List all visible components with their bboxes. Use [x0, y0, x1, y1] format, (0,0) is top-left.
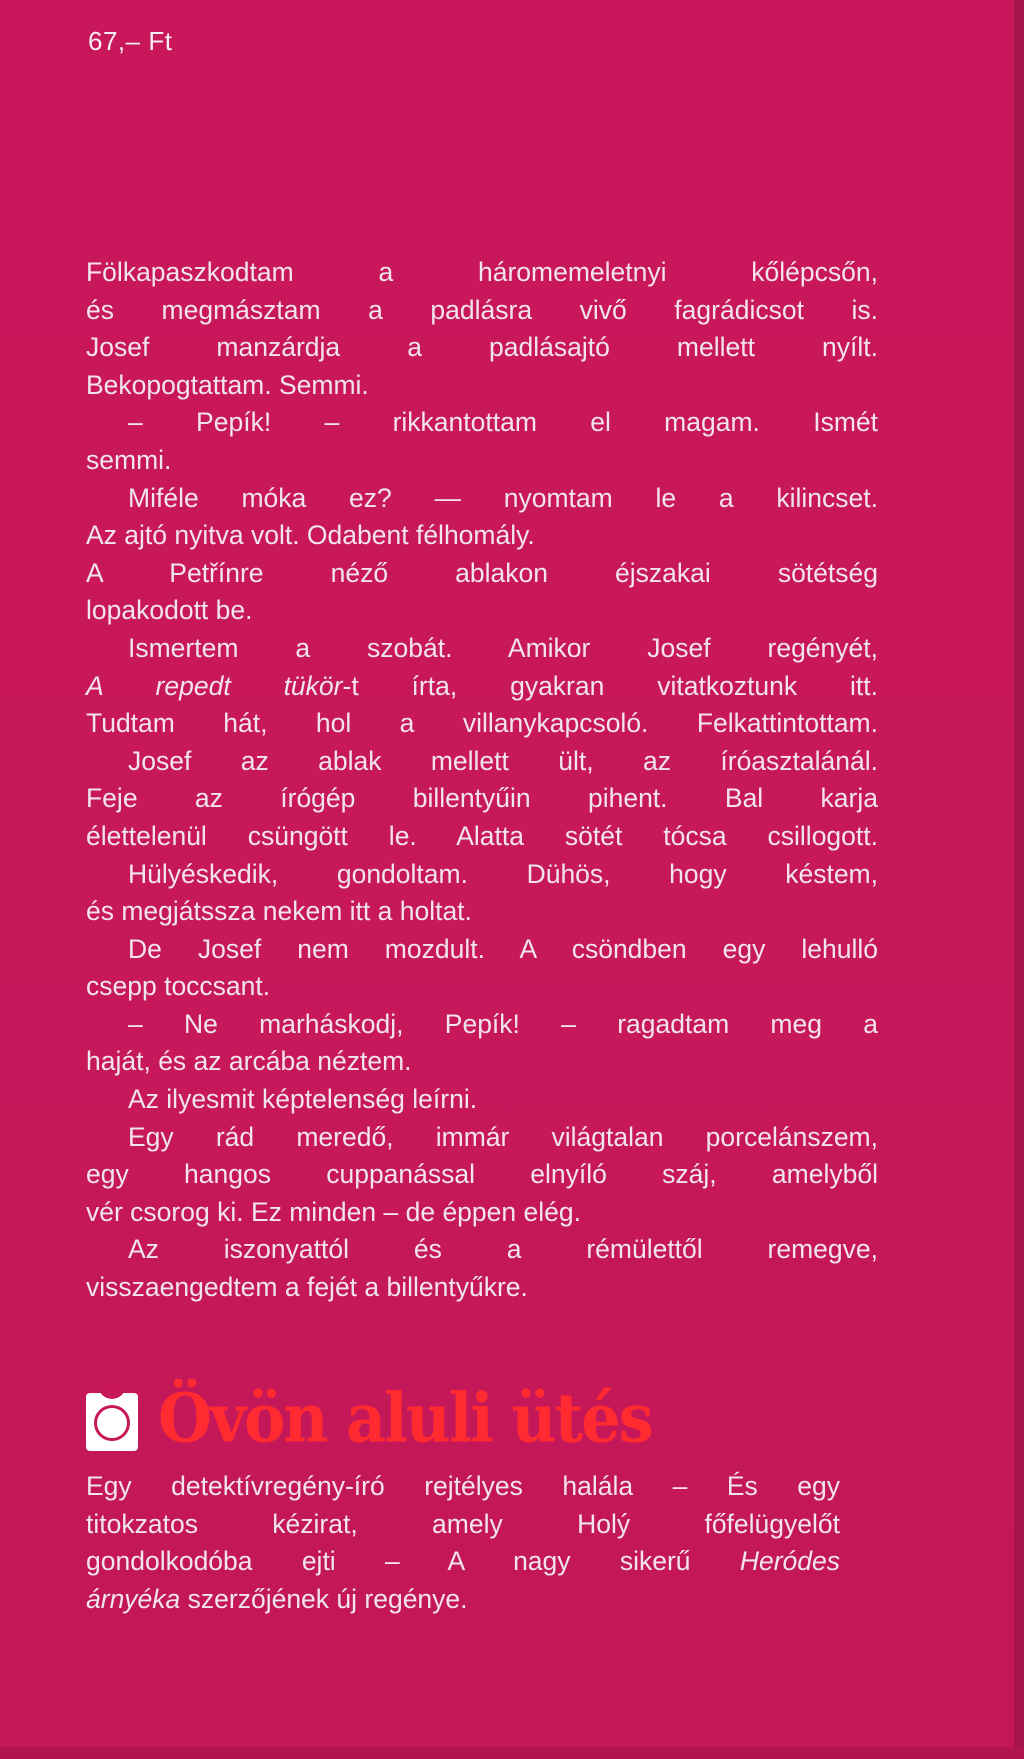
excerpt-line: A Petřínre néző ablakon éjszakai sötétség	[86, 557, 878, 588]
excerpt-line: Josef az ablak mellett ült, az íróasztalánál.	[128, 745, 878, 776]
blurb-line: árnyéka szerzőjének új regénye.	[86, 1583, 468, 1614]
blurb-line: titokzatos kézirat, amely Holý főfelügyelőt	[86, 1508, 840, 1539]
blurb-line: Egy detektívregény-író rejtélyes halála – És egy	[86, 1471, 840, 1501]
excerpt-line: Ismertem a szobát. Amikor Josef regényét,	[128, 632, 878, 663]
excerpt-text	[86, 254, 878, 1307]
excerpt-line: Az iszonyattól és a rémülettől remegve,	[128, 1234, 878, 1265]
price-label: 67,– Ft	[88, 26, 173, 56]
excerpt-line: visszaengedtem a fejét a billentyűkre.	[86, 1272, 528, 1303]
excerpt-line: Fölkapaszkodtam a háromemeletnyi kőlépcsőn,	[86, 257, 878, 287]
excerpt-line: – Ne marháskodj, Pepík! – ragadtam meg a	[128, 1008, 878, 1039]
blurb-text	[86, 1468, 840, 1618]
book-title: Övön aluli ütés	[158, 1378, 652, 1458]
excerpt-line: és megjátssza nekem itt a holtat.	[86, 896, 472, 927]
excerpt-line: Az ajtó nyitva volt. Odabent félhomály.	[86, 520, 535, 551]
publisher-logo-icon	[86, 1385, 138, 1451]
excerpt-line: A repedt tükör-t írta, gyakran vitatkoztunk itt.	[86, 670, 878, 701]
excerpt-line: Feje az írógép billentyűin pihent. Bal karja	[86, 783, 878, 814]
excerpt-line: egy hangos cuppanással elnyíló száj, amelyből	[86, 1159, 878, 1190]
excerpt-line: Az ilyesmit képtelenség leírni.	[128, 1084, 478, 1115]
excerpt-line: haját, és az arcába néztem.	[86, 1046, 412, 1077]
excerpt-line: Miféle móka ez? — nyomtam le a kilincset.	[128, 482, 878, 513]
excerpt-line: lopakodott be.	[86, 595, 253, 626]
excerpt-line: Josef manzárdja a padlásajtó mellett nyílt.	[86, 332, 878, 363]
excerpt-line: semmi.	[86, 444, 172, 475]
excerpt-line: De Josef nem mozdult. A csöndben egy lehulló	[128, 933, 878, 964]
excerpt-line: és megmásztam a padlásra vivő fagrádicsot is.	[86, 294, 878, 325]
excerpt-line: csepp toccsant.	[86, 971, 271, 1002]
excerpt-line: Bekopogtattam. Semmi.	[86, 369, 369, 400]
excerpt-line: Egy rád meredő, immár világtalan porcelánszem,	[128, 1121, 878, 1152]
excerpt-line: Tudtam hát, hol a villanykapcsoló. Felkattintottam.	[86, 708, 878, 739]
cover-edge	[1014, 0, 1024, 1759]
blurb-line: gondolkodóba ejti – A nagy sikerű Heródes	[86, 1546, 840, 1576]
excerpt-line: élettelenül csüngött le. Alatta sötét tócsa csillogott.	[86, 820, 878, 851]
excerpt-line: Hülyéskedik, gondoltam. Dühös, hogy késtem,	[128, 858, 878, 889]
excerpt-line: – Pepík! – rikkantottam el magam. Ismét	[128, 407, 878, 438]
title-row	[86, 1378, 652, 1458]
excerpt-line: vér csorog ki. Ez minden – de éppen elég.	[86, 1196, 581, 1227]
cover-bottom-edge	[0, 1747, 1024, 1759]
